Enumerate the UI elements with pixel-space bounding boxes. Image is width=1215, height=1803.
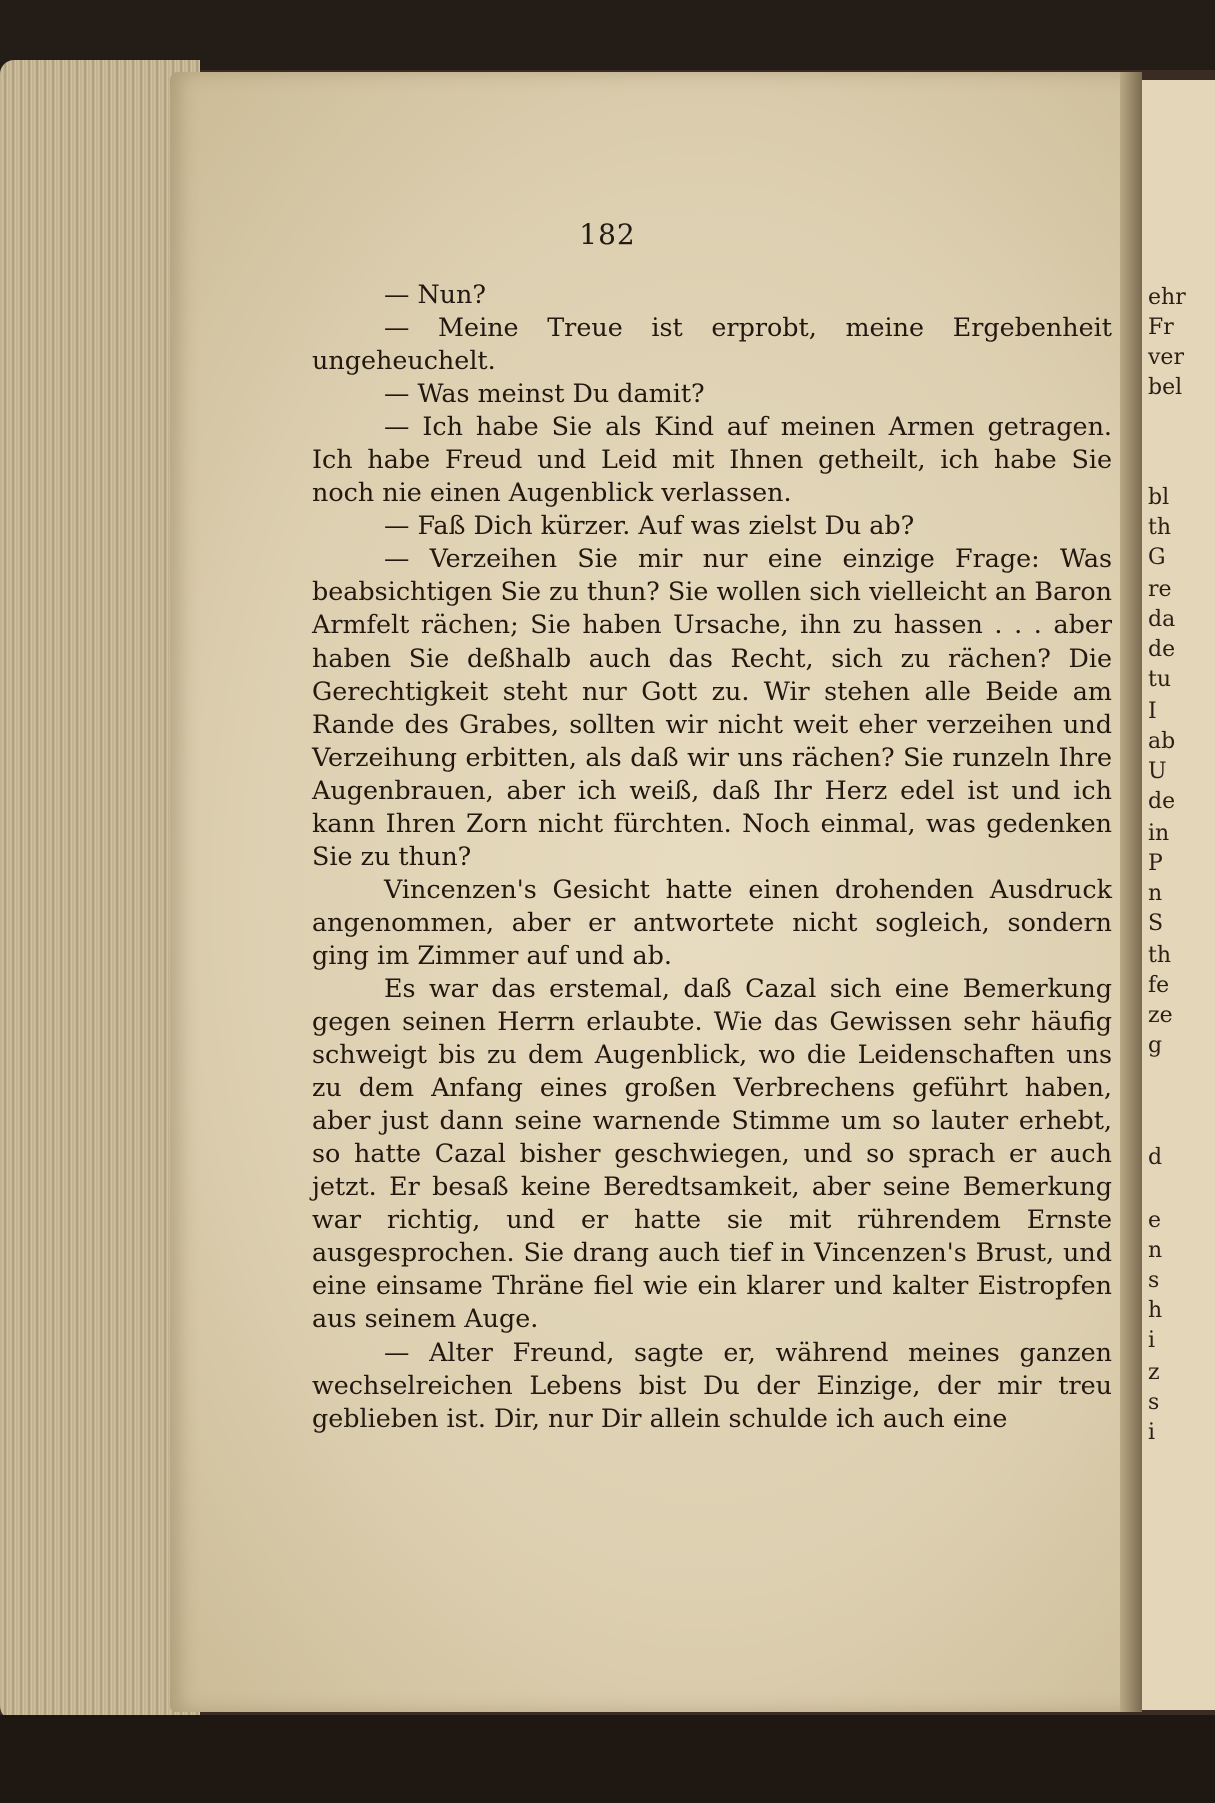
next-page-fragment: bl [1148,485,1170,510]
next-page-fragment: ver [1148,345,1184,370]
next-page-fragment: ze [1148,1003,1173,1028]
next-page-fragment: n [1148,881,1163,906]
next-page-fragment: th [1148,515,1172,540]
next-page-fragment: ab [1148,729,1176,754]
next-page-fragment: i [1148,1420,1156,1445]
next-page-fragment: ehr [1148,285,1186,310]
paragraph: — Verzeihen Sie mir nur eine einzige Frage: Was beabsichtigen Sie zu thun? Sie wollen sich vielleicht an Baron Armfelt rächen; Sie haben Ursache, ihn zu hassen . . . aber haben Sie deßhalb auch das Recht, sich zu rächen? Die Gerechtigkeit steht nur Gott zu. Wir stehen alle Beide am Rande des Grabes, sollten wir nicht weit eher verzeihen und Verzeihung erbitten, als daß wir uns rächen? Sie runzeln Ihre Augenbrauen, aber ich weiß, daß Ihr Herz edel ist und ich kann Ihren Zorn nicht fürchten. Noch einmal, was gedenken Sie zu thun? [312,543,1112,871]
next-page-fragment: n [1148,1238,1163,1263]
next-page-fragment: G [1148,545,1166,570]
next-page-fragment: th [1148,943,1172,968]
next-page-fragment: I [1148,699,1157,724]
page-number: 182 [579,218,636,251]
next-page-fragment: S [1148,911,1164,936]
paragraph: — Alter Freund, sagte er, während meines ganzen wechselreichen Lebens bist Du der Einzige, der mir treu geblieben ist. Dir, nur Dir allein schulde ich auch eine [312,1336,1112,1433]
next-page-fragment: fe [1148,973,1170,998]
book-binding-bottom [0,1715,1215,1803]
paragraph: — Meine Treue ist erprobt, meine Ergebenheit ungeheuchelt. [312,312,1112,376]
next-page-fragment: da [1148,607,1176,632]
next-page-fragment: z [1148,1360,1160,1385]
next-page-fragment: re [1148,577,1172,602]
book-gutter [1120,72,1142,1712]
next-page-fragment: U [1148,759,1167,784]
next-page-fragment: h [1148,1298,1163,1323]
next-page-fragment: s [1148,1390,1160,1415]
next-page-fragment: Fr [1148,315,1174,340]
next-page-fragment: de [1148,789,1176,814]
next-page-fragment: i [1148,1328,1156,1353]
next-page-fragment: in [1148,821,1170,846]
next-page-fragment: d [1148,1145,1163,1170]
body-text [312,278,1112,1435]
paragraph: — Faß Dich kürzer. Auf was zielst Du ab? [384,510,915,541]
paragraph: Es war das erstemal, daß Cazal sich eine Bemerkung gegen seinen Herrn erlaubte. Wie das Gewissen sehr häufig schweigt bis zu dem Augenblick, wo die Leidenschaften uns zu dem Anfang eines großen Verbrechens geführt haben, aber just dann seine warnende Stimme um so lauter erhebt, so hatte Cazal bisher geschwiegen, und so sprach er auch jetzt. Er besaß keine Beredtsamkeit, aber seine Bemerkung war richtig, und er hatte sie mit rührendem Ernste ausgesprochen. Sie drang auch tief in Vincenzen's Brust, und eine einsame Thräne fiel wie ein klarer und kalter Eistropfen aus seinem Auge. [312,972,1112,1334]
paragraph: — Nun? [384,279,486,309]
paragraph: — Was meinst Du damit? [384,378,705,409]
next-page-fragment: P [1148,851,1163,876]
next-page-fragment: s [1148,1268,1160,1293]
paragraph: Vincenzen's Gesicht hatte einen drohenden Ausdruck angenommen, aber er antwortete nicht sogleich, sondern ging im Zimmer auf und ab. [312,873,1112,970]
next-page-fragment: e [1148,1208,1162,1233]
next-page-fragment: g [1148,1033,1163,1058]
paragraph: — Ich habe Sie als Kind auf meinen Armen getragen. Ich habe Freud und Leid mit Ihnen getheilt, ich habe Sie noch nie einen Augenblick verlassen. [312,411,1112,508]
next-page-fragment: bel [1148,375,1183,400]
next-page-fragment: tu [1148,667,1172,692]
next-page-fragment: de [1148,637,1176,662]
next-page-edge [1142,80,1215,1710]
